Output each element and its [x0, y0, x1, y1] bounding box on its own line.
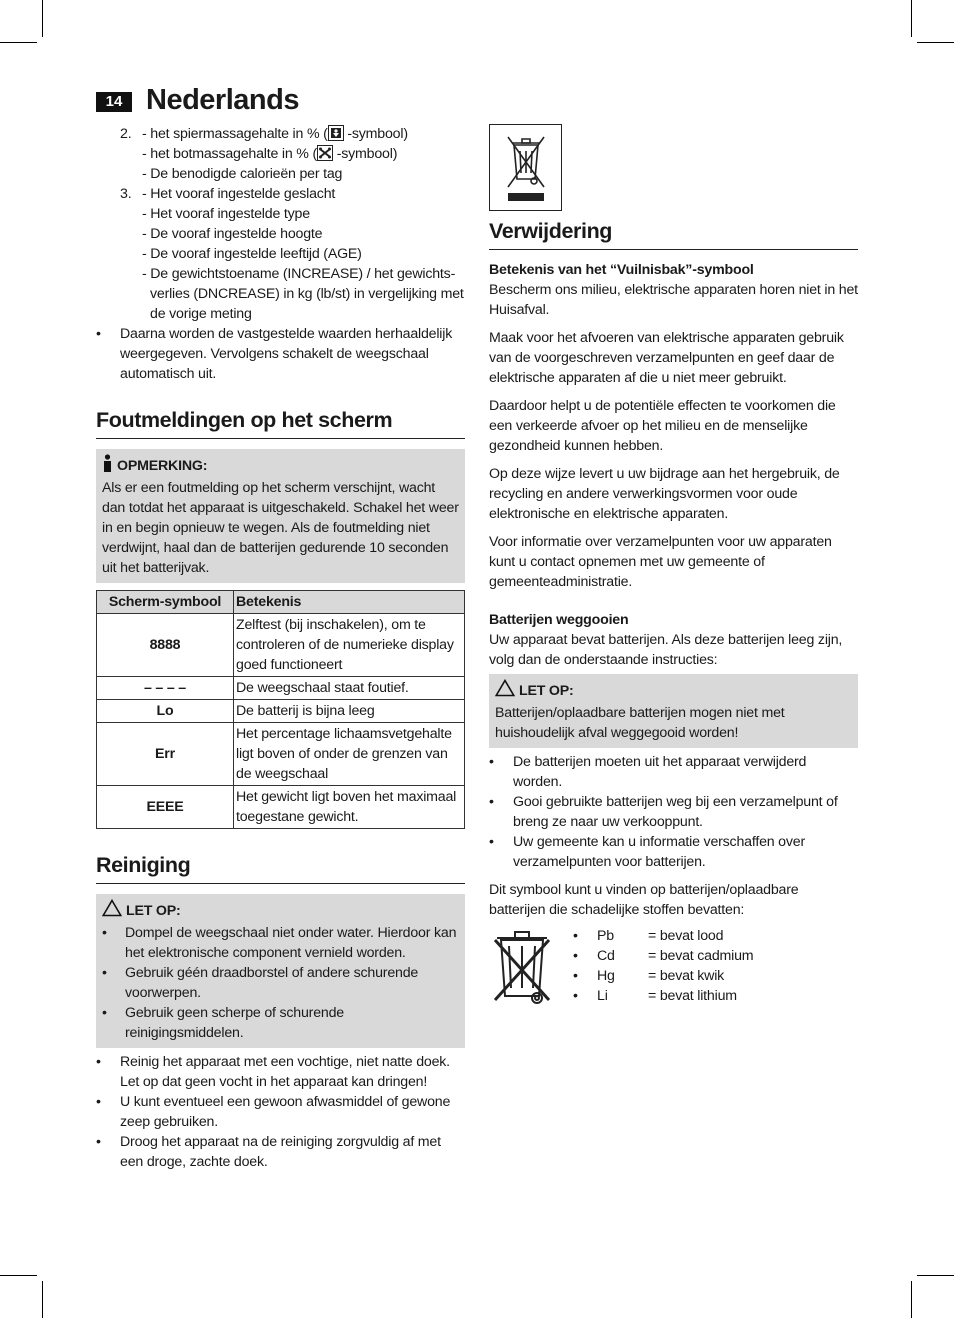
list-item [573, 946, 858, 966]
note-label: OPMERKING: [117, 458, 208, 474]
substance-meaning: = bevat lood [648, 928, 724, 944]
list-item-2 [96, 124, 465, 184]
table-cell-symbol: EEEE [97, 786, 234, 829]
muscle-symbol-icon [328, 125, 344, 141]
table-cell-meaning: Het gewicht ligt boven het maximaal toegestane gewicht. [234, 786, 465, 829]
substance-meaning: = bevat kwik [648, 968, 725, 984]
crop-mark [0, 1275, 37, 1276]
list-item: • Dompel de weegschaal niet onder water. Hierdoor kan het elektronische component vernield worden. [102, 923, 459, 963]
section-heading-errors: Foutmeldingen op het scherm [96, 406, 465, 439]
list-item [573, 966, 858, 986]
list-item: • Reinig het apparaat met een vochtige, niet natte doek. Let op dat geen vocht in het apparaat kan dringen! [96, 1052, 465, 1092]
list-item: • Daarna worden de vastgestelde waarden herhaaldelijk weergegeven. Vervolgens schakelt de weegschaal automatisch uit. [96, 324, 465, 384]
substances-block [489, 926, 858, 1012]
substance-meaning: = bevat cadmium [648, 948, 754, 964]
list-item: • Gebruik geen scherpe of schurende reinigingsmiddelen. [102, 1003, 459, 1043]
substance-code: Pb [597, 928, 614, 944]
crop-mark [911, 0, 912, 37]
list-line: - De vooraf ingestelde hoogte [142, 226, 323, 242]
warning-box [96, 894, 465, 1048]
paragraph: Op deze wijze levert u uw bijdrage aan het hergebruik, de recycling en andere verwerkingsvormen voor oude elektronische en elektrische apparaten. [489, 466, 840, 522]
crop-mark [911, 1281, 912, 1318]
substance-code: Li [597, 988, 608, 1004]
line-text: - het botmassagehalte in % ( [142, 146, 317, 162]
weee-bin-icon [489, 124, 562, 211]
list-item: • Gebruik géén draadborstel of andere schurende voorwerpen. [102, 963, 459, 1003]
line-text: - het spiermassagehalte in % ( [142, 126, 328, 142]
line-text: -symbool) [343, 126, 408, 142]
substance-list [573, 926, 858, 1012]
note-text: Als er een foutmelding op het scherm verschijnt, wacht dan totdat het apparaat is uitgeschakeld. Schakel het weer in en begin opnieuw te wegen. Als de foutmelding niet verdwijnt, haal dan de batterijen gedurende 10 seconden uit het batterijvak. [102, 480, 459, 576]
table-row [97, 700, 465, 723]
table-cell-meaning: De batterij is bijna leeg [234, 700, 465, 723]
table-row [97, 786, 465, 829]
warning-text: Batterijen/oplaadbare batterijen mogen niet met huishoudelijk afval weggegooid worden! [495, 705, 785, 741]
list-item [573, 926, 858, 946]
left-column [96, 124, 465, 1172]
table-cell-meaning: De weegschaal staat foutief. [234, 677, 465, 700]
substance-code: Cd [597, 948, 615, 964]
warning-box [489, 674, 858, 748]
table-cell-meaning: Zelftest (bij inschakelen), om te controleren of de numerieke display goed functioneert [234, 614, 465, 677]
list-line [142, 144, 465, 164]
table-cell-symbol: – – – – [97, 677, 234, 700]
list-line: - De vooraf ingestelde leeftijd (AGE) [142, 246, 362, 262]
paragraph: Daardoor helpt u de potentiële effecten te voorkomen die een verkeerde afvoer op het milieu en de menselijke gezondheid kunnen hebben. [489, 398, 836, 454]
list-number: 2. [120, 126, 132, 142]
warning-label: LET OP: [519, 683, 574, 699]
list-item [573, 986, 858, 1006]
info-icon [102, 454, 113, 478]
substance-code: Hg [597, 968, 615, 984]
warning-triangle-icon [495, 679, 515, 703]
paragraph: Uw apparaat bevat batterijen. Als deze batterijen leeg zijn, volg dan de onderstaande instructies: [489, 632, 843, 668]
battery-list [489, 752, 858, 872]
warning-label: LET OP: [126, 903, 181, 919]
table-row [97, 614, 465, 677]
warning-list [102, 923, 459, 1043]
list-item: • U kunt eventueel een gewoon afwasmiddel of gewone zeep gebruiken. [96, 1092, 465, 1132]
note-header [102, 454, 459, 478]
table-row [97, 723, 465, 786]
battery-bin-icon [489, 926, 573, 1012]
paragraph: Maak voor het afvoeren van elektrische apparaten gebruik van de voorgeschreven verzamelpunten en geef daar de elektrische apparaten af die u niet meer gebruikt. [489, 330, 844, 386]
list-line: - Het vooraf ingestelde type [142, 206, 310, 222]
substance-meaning: = bevat lithium [648, 988, 737, 1004]
list-item: • Uw gemeente kan u informatie verschaffen over verzamelpunten voor batterijen. [489, 832, 858, 872]
warning-header [102, 899, 459, 923]
list-item: • De batterijen moeten uit het apparaat verwijderd worden. [489, 752, 858, 792]
table-cell-symbol: Lo [97, 700, 234, 723]
note-box [96, 449, 465, 583]
crop-mark [42, 0, 43, 37]
table-cell-meaning: Het percentage lichaamsvetgehalte ligt boven of onder de grenzen van de weegschaal [234, 723, 465, 786]
bone-symbol-icon [317, 145, 333, 161]
section-heading-cleaning: Reiniging [96, 851, 465, 884]
list-item: • Droog het apparaat na de reiniging zorgvuldig af met een droge, zachte doek. [96, 1132, 465, 1172]
section-heading-disposal: Verwijdering [489, 217, 858, 250]
list-item-3 [96, 184, 465, 324]
bullet-list [96, 324, 465, 384]
crop-mark [917, 42, 954, 43]
list-line [142, 124, 465, 144]
cleaning-list [96, 1052, 465, 1172]
list-line: - De benodigde calorieën per tag [142, 166, 343, 182]
table-header: Betekenis [234, 591, 465, 614]
subheading: Batterijen weggooien [489, 612, 629, 628]
line-text: -symbool) [333, 146, 398, 162]
table-cell-symbol: Err [97, 723, 234, 786]
crop-mark [42, 1281, 43, 1318]
paragraph: Voor informatie over verzamelpunten voor uw apparaten kunt u contact opnemen met uw gemeente of gemeenteadministratie. [489, 534, 832, 590]
page-title: Nederlands [146, 84, 299, 116]
table-header-row [97, 591, 465, 614]
subheading: Betekenis van het “Vuilnisbak”-symbool [489, 262, 754, 278]
warning-triangle-icon [102, 899, 122, 923]
right-column [489, 124, 858, 1012]
table-header: Scherm-symbool [97, 591, 234, 614]
paragraph: Dit symbool kunt u vinden op batterijen/oplaadbare batterijen die schadelijke stoffen bevatten: [489, 882, 799, 918]
table-cell-symbol: 8888 [97, 614, 234, 677]
paragraph: Bescherm ons milieu, elektrische apparaten horen niet in het Huisafval. [489, 282, 858, 318]
list-number: 3. [120, 186, 132, 202]
warning-header [495, 679, 852, 703]
error-table [96, 590, 465, 829]
table-row [97, 677, 465, 700]
crop-mark [917, 1275, 954, 1276]
crop-mark [0, 42, 37, 43]
list-item: • Gooi gebruikte batterijen weg bij een verzamelpunt of breng ze naar uw verkooppunt. [489, 792, 858, 832]
list-line: - De gewichtstoename (INCREASE) / het gewichts-verlies (DNCREASE) in kg (lb/st) in vergelijking met de vorige meting [142, 266, 464, 322]
list-line: - Het vooraf ingestelde geslacht [142, 186, 336, 202]
page-number: 14 [96, 92, 132, 112]
